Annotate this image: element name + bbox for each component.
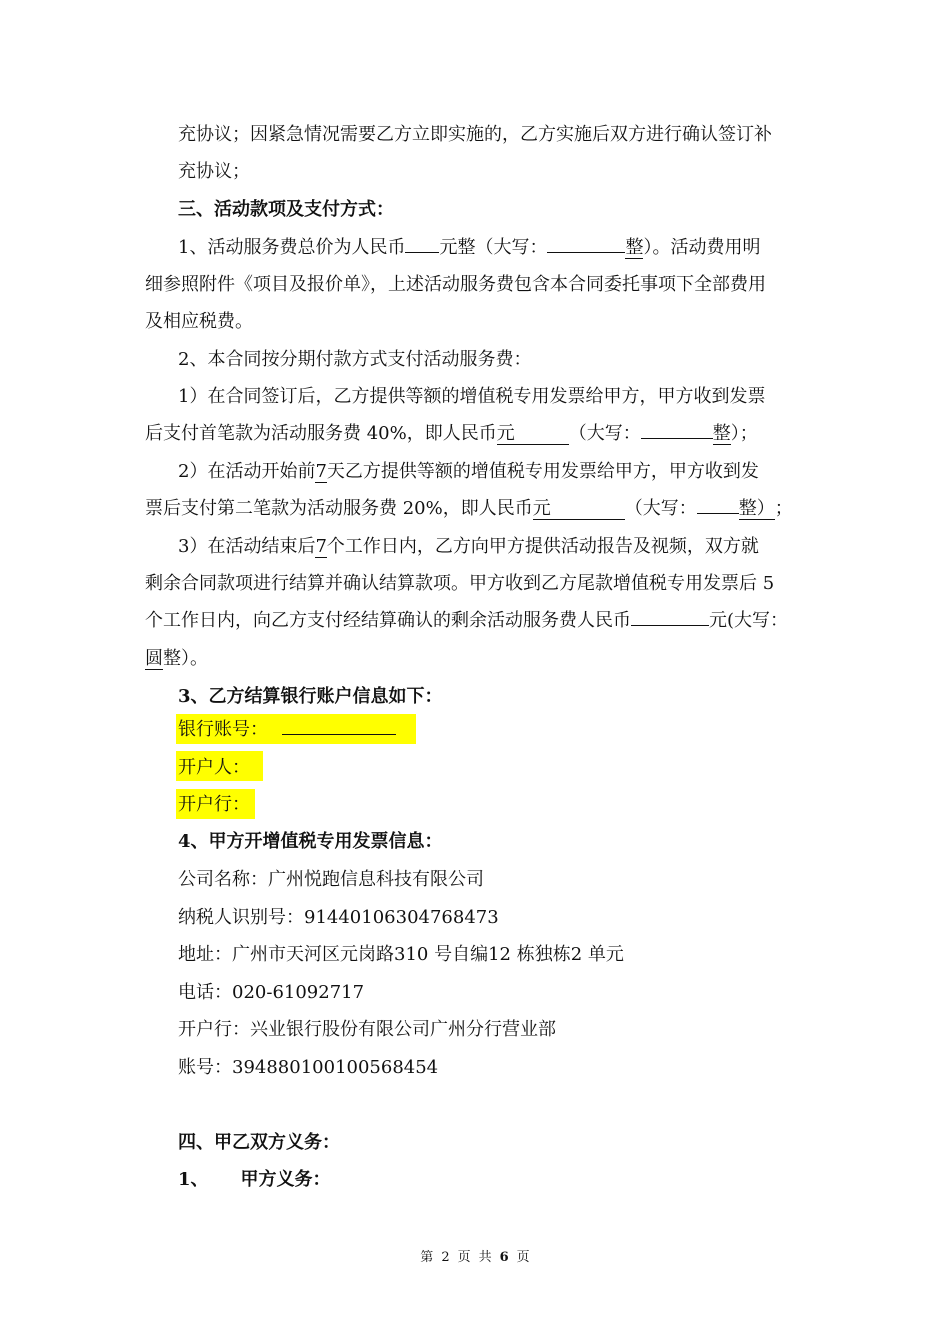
paragraph-line: 3）在活动结束后7个工作日内，乙方向甲方提供活动报告及视频，双方就: [178, 536, 759, 557]
paragraph-line: 及相应税费。: [145, 311, 253, 332]
invoice-info-heading: 4、甲方开增值税专用发票信息：: [178, 831, 443, 852]
page-footer: 第 2 页 共 6 页: [420, 1250, 530, 1265]
invoice-account: 账号：394880100100568454: [178, 1057, 439, 1078]
blank-first-payment: 元: [497, 424, 569, 445]
invoice-tax-id: 纳税人识别号：91440106304768473: [178, 907, 499, 928]
paragraph-line: 1、活动服务费总价为人民币 元整（大写： 整）。活动费用明: [178, 237, 761, 258]
paragraph-line: 票后支付第二笔款为活动服务费 20%，即人民币元 （大写： 整）；: [145, 498, 793, 519]
blank-first-payment-words: [641, 438, 713, 439]
account-holder-line: 开户人：: [178, 757, 250, 778]
paragraph-line: 2、本合同按分期付款方式支付活动服务费：: [178, 349, 532, 370]
blank-second-payment-words: [697, 513, 739, 514]
invoice-phone: 电话：020-61092717: [178, 982, 365, 1003]
paragraph-line: 后支付首笔款为活动服务费 40%，即人民币元 （大写： 整）；: [145, 423, 758, 444]
bank-account-line: 银行账号：: [178, 718, 396, 742]
paragraph-line: 1）在合同签订后，乙方提供等额的增值税专用发票给甲方，甲方收到发票: [178, 386, 766, 407]
blank-bank-account: [282, 734, 396, 735]
blank-amount-words: [547, 252, 625, 253]
blank-second-payment: 元: [533, 499, 625, 520]
paragraph-line: 个工作日内，向乙方支付经结算确认的剩余活动服务费人民币 元(大写：: [145, 610, 789, 631]
blank-amount: [405, 252, 439, 253]
paragraph-line: 细参照附件《项目及报价单》，上述活动服务费包含本合同委托事项下全部费用: [145, 274, 766, 295]
blank-final-payment: [631, 625, 709, 626]
invoice-bank: 开户行：兴业银行股份有限公司广州分行营业部: [178, 1019, 556, 1040]
paragraph-line: 充协议；因紧急情况需要乙方立即实施的，乙方实施后双方进行确认签订补: [178, 124, 772, 145]
subsection-heading: 1、 甲方义务：: [178, 1169, 331, 1190]
bank-branch-line: 开户行：: [178, 794, 250, 815]
section-heading-4: 四、甲乙双方义务：: [178, 1132, 340, 1153]
paragraph-line: 剩余合同款项进行结算并确认结算款项。甲方收到乙方尾款增值税专用发票后 5: [145, 573, 775, 594]
bank-info-heading: 3、乙方结算银行账户信息如下：: [178, 686, 443, 707]
invoice-address: 地址：广州市天河区元岗路310 号自编12 栋独栋2 单元: [178, 944, 624, 965]
paragraph-line: 圆整）。: [145, 648, 208, 669]
paragraph-line: 充协议；: [178, 161, 250, 182]
paragraph-line: 2）在活动开始前7天乙方提供等额的增值税专用发票给甲方，甲方收到发: [178, 461, 759, 482]
section-heading-3: 三、活动款项及支付方式：: [178, 199, 394, 220]
invoice-company: 公司名称：广州悦跑信息科技有限公司: [178, 869, 484, 890]
